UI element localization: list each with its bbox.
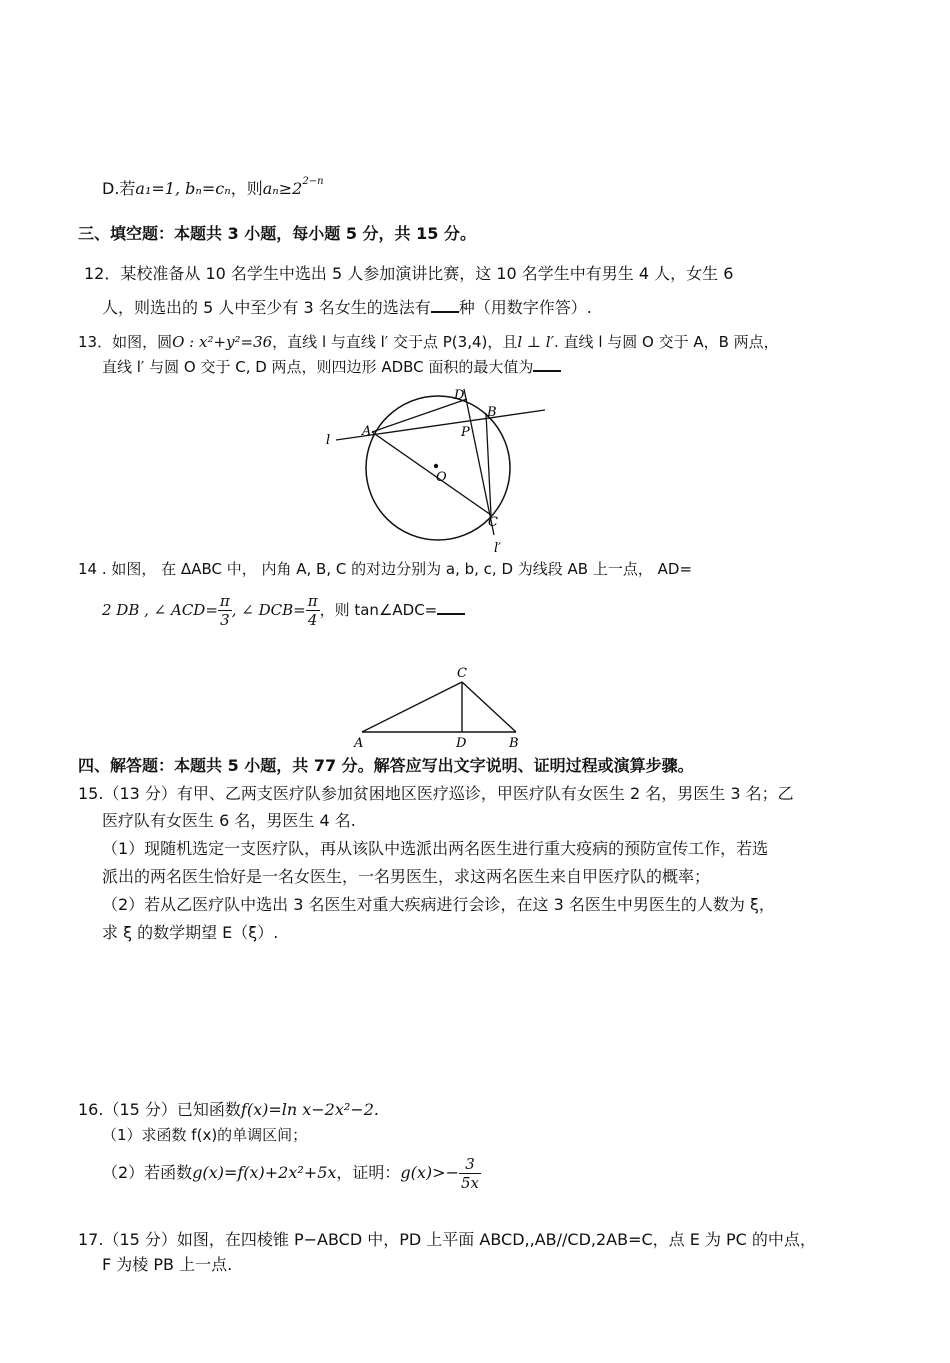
q15-part2-line1: （2）若从乙医疗队中选出 3 名医生对重大疾病进行会诊，在这 3 名医生中男医生的人数为 ξ， [102,895,775,914]
q15-part2-line2: 求 ξ 的数学期望 E（ξ）. [102,923,279,942]
q12-line1: 12．某校准备从 10 名学生中选出 5 人参加演讲比赛，这 10 名学生中有男生 4 人，女生 6 [84,264,734,283]
option-d: D.若a₁=1, bₙ=cₙ，则$a_n\ge 2^{2-n}$ [102,175,324,198]
q13-line2: 直线 l′ 与圆 O 交于 C, D 两点，则四边形 ADBC 面积的最大值为 [102,356,561,377]
label-d: D [456,736,467,751]
q16-part1: （1）求函数 f(x)的单调区间； [102,1126,308,1144]
section-4-title: 四、解答题：本题共 5 小题，共 77 分。解答应写出文字说明、证明过程或演算步骤。 [78,756,694,775]
label-l-prime: l′ [494,541,502,556]
label-b: B [487,405,497,420]
chord-ad [372,399,467,432]
label-c: C [488,515,498,530]
label-l: l [326,433,331,448]
answer-blank [437,599,465,615]
fraction-pi-4: $\frac{\pi}{4}$ [307,592,318,629]
q13-figure [320,383,550,558]
q17-line2: F 为棱 PB 上一点. [102,1255,233,1274]
q14-figure [350,662,530,752]
answer-blank [431,297,459,313]
q16-part2: （2）若函数g(x)=f(x)+2x²+5x，证明：g(x)>− $\frac{3}{5x}$ [102,1155,479,1192]
side-bc [462,682,516,732]
label-o: O [436,470,447,485]
q14-line2: 2 DB , ∠ ACD= $\frac{\pi}{3}$ , ∠ DCB= $\frac{\pi}{4}$ ，则 tan∠ADC= [102,592,465,629]
q16-line1: 16.（15 分）已知函数f(x)=ln x−2x²−2. [78,1100,379,1119]
label-d: D [454,388,465,403]
chord-ac [372,432,491,515]
label-a: A [362,424,372,439]
q14-line1: 14 . 如图， 在 ΔABC 中， 内角 A, B, C 的对边分别为 a, b, c, D 为线段 AB 上一点， AD= [78,560,693,578]
q12-line2: 人，则选出的 5 人中至少有 3 名女生的选法有 种（用数字作答）. [102,298,592,317]
label-p: P [461,425,470,440]
label-a: A [354,736,364,751]
label-c: C [457,666,467,681]
fraction-pi-3: $\frac{\pi}{3}$ [219,592,230,629]
label-b: B [509,736,519,751]
answer-blank [533,356,561,372]
fraction-3-5x: $\frac{3}{5x}$ [460,1155,479,1192]
q15-line2: 医疗队有女医生 6 名，男医生 4 名. [102,811,356,830]
q15-part1-line1: （1）现随机选定一支医疗队，再从该队中选派出两名医生进行重大疫病的预防宣传工作，若选 [102,839,769,858]
center-o [434,464,438,468]
q15-part1-line2: 派出的两名医生恰好是一名女医生，一名男医生，求这两名医生来自甲医疗队的概率； [102,867,711,886]
q13-line1: 13．如图，圆O : x²+y²=36，直线 l 与直线 l′ 交于点 P(3,4)，且l ⊥ l′. 直线 l 与圆 O 交于 A，B 两点， [78,333,779,351]
section-3-title: 三、填空题：本题共 3 小题，每小题 5 分，共 15 分。 [78,224,476,243]
q15-line1: 15.（13 分）有甲、乙两支医疗队参加贫困地区医疗巡诊，甲医疗队有女医生 2 名，男医生 3 名；乙 [78,784,794,803]
side-ac [362,682,462,732]
q17-line1: 17.（15 分）如图，在四棱锥 P−ABCD 中，PD 上平面 ABCD,,AB//CD,2AB=C，点 E 为 PC 的中点， [78,1230,816,1249]
